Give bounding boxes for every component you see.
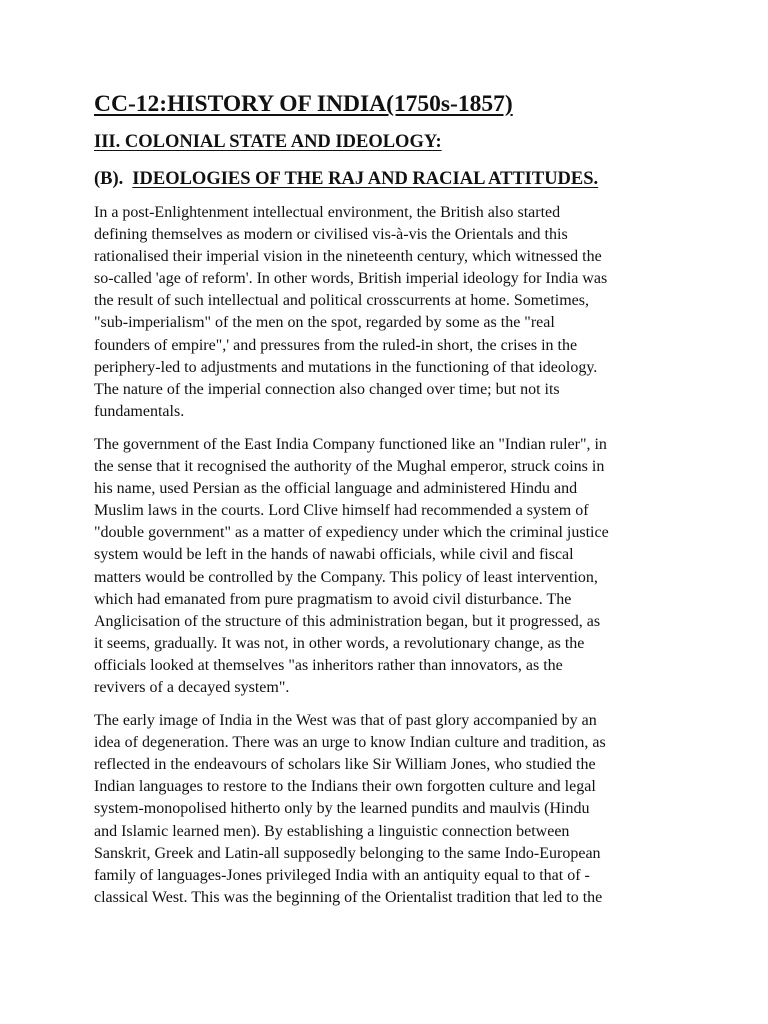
paragraph-line: his name, used Persian as the official language and administered Hindu and <box>94 480 578 498</box>
paragraph-line: family of languages-Jones privileged India with an antiquity equal to that of - <box>94 866 590 884</box>
paragraph-line: system-monopolised hitherto only by the learned pundits and maulvis (Hindu <box>94 800 590 818</box>
paragraph-line: the result of such intellectual and political crosscurrents at home. Sometimes, <box>94 292 589 310</box>
paragraph-line: and Islamic learned men). By establishing a linguistic connection between <box>94 822 570 840</box>
subsection-title: IDEOLOGIES OF THE RAJ AND RACIAL ATTITUDES. <box>132 169 599 189</box>
paragraph-line: idea of degeneration. There was an urge to know Indian culture and tradition, as <box>94 734 606 752</box>
paragraph-line: system would be left in the hands of nawabi officials, while civil and fiscal <box>94 546 574 564</box>
paragraph-line: The early image of India in the West was that of past glory accompanied by an <box>94 712 597 730</box>
paragraph-line: founders of empire",' and pressures from the ruled-in short, the crises in the <box>94 336 578 354</box>
paragraph-line: defining themselves as modern or civilised vis-à-vis the Orientals and this <box>94 226 568 244</box>
paragraph-line: which had emanated from pure pragmatism to avoid civil disturbance. The <box>94 590 572 608</box>
paragraph-line: Indian languages to restore to the Indians their own forgotten culture and legal <box>94 778 596 796</box>
document-page <box>94 88 684 920</box>
paragraph <box>94 202 684 423</box>
paragraph-line: Anglicisation of the structure of this administration began, but it progressed, as <box>94 612 601 630</box>
document-title: CC-12:HISTORY OF INDIA(1750s-1857) <box>94 91 513 117</box>
paragraph <box>94 434 684 699</box>
paragraph-line: "sub-imperialism" of the men on the spot, regarded by some as the "real <box>94 314 555 332</box>
subsection-label: (B). <box>94 169 124 189</box>
paragraph-line: the sense that it recognised the authority of the Mughal emperor, struck coins in <box>94 458 605 476</box>
paragraph-line: Sanskrit, Greek and Latin-all supposedly belonging to the same Indo-European <box>94 844 601 862</box>
paragraph-line: so-called 'age of reform'. In other words, British imperial ideology for India was <box>94 270 608 288</box>
paragraph-line: it seems, gradually. It was not, in other words, a revolutionary change, as the <box>94 634 585 652</box>
paragraph-line: "double government" as a matter of expediency under which the criminal justice <box>94 524 609 542</box>
paragraph-line: The nature of the imperial connection also changed over time; but not its <box>94 380 560 398</box>
body-text <box>94 202 684 909</box>
paragraph-line: classical West. This was the beginning of the Orientalist tradition that led to the <box>94 888 603 906</box>
subsection-heading <box>94 165 684 193</box>
paragraph-line: The government of the East India Company functioned like an "Indian ruler", in <box>94 435 607 453</box>
paragraph-line: fundamentals. <box>94 402 185 420</box>
paragraph-line: periphery-led to adjustments and mutations in the functioning of that ideology. <box>94 358 598 376</box>
paragraph-line: rationalised their imperial vision in the nineteenth century, which witnessed the <box>94 248 602 266</box>
paragraph <box>94 710 684 909</box>
paragraph-line: revivers of a decayed system". <box>94 678 290 696</box>
section-heading: III. COLONIAL STATE AND IDEOLOGY: <box>94 132 442 152</box>
paragraph-line: In a post-Enlightenment intellectual environment, the British also started <box>94 204 561 221</box>
paragraph-line: Muslim laws in the courts. Lord Clive himself had recommended a system of <box>94 502 589 520</box>
paragraph-line: officials looked at themselves "as inheritors rather than innovators, as the <box>94 656 563 674</box>
paragraph-line: reflected in the endeavours of scholars like Sir William Jones, who studied the <box>94 756 596 774</box>
paragraph-line: matters would be controlled by the Company. This policy of least intervention, <box>94 568 598 586</box>
